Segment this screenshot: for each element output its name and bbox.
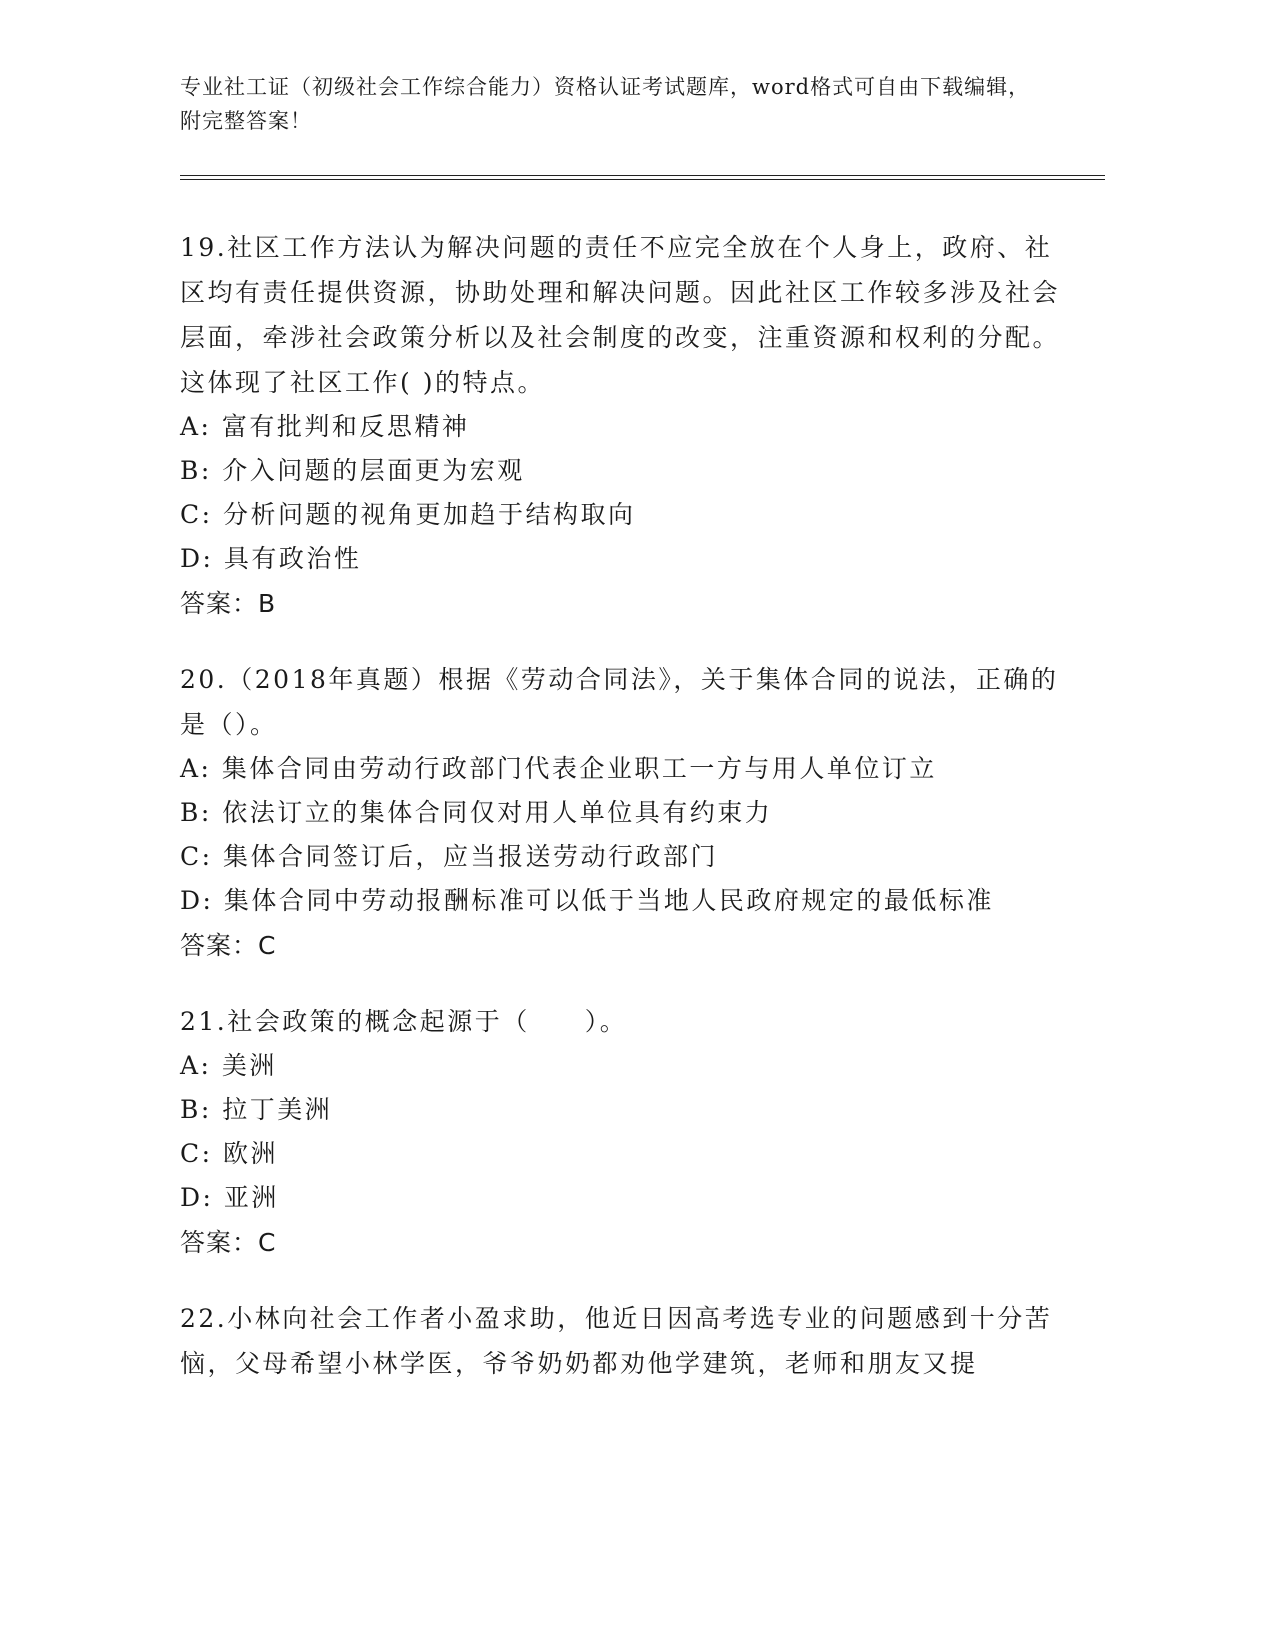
option-a: A: 美洲 [180,1051,277,1080]
option-b: B: 依法订立的集体合同仅对用人单位具有约束力 [180,798,773,827]
option-a: A: 富有批判和反思精神 [180,412,470,441]
option-d: D: 具有政治性 [180,544,362,573]
option-b: B: 介入问题的层面更为宏观 [180,456,525,485]
question-21 [180,999,1060,1266]
option-d: D: 亚洲 [180,1183,279,1212]
question-stem: 19.社区工作方法认为解决问题的责任不应完全放在个人身上，政府、社区均有责任提供资源，协助处理和解决问题。因此社区工作较多涉及社会层面，牵涉社会政策分析以及社会制度的改变，注重资源和权利的分配。这体现了社区工作( )的特点。 [180,233,1061,397]
answer-label: 答案：C [180,1228,277,1257]
question-stem: 21.社会政策的概念起源于（ ）。 [180,1007,628,1036]
question-22 [180,1296,1060,1386]
page-header: 专业社工证（初级社会工作综合能力）资格认证考试题库，word格式可自由下载编辑，附完整答案！ [180,75,1031,133]
option-c: C: 欧洲 [180,1139,278,1168]
answer-label: 答案：C [180,931,277,960]
option-c: C: 集体合同签订后，应当报送劳动行政部门 [180,842,718,871]
question-19 [180,225,1060,627]
answer-label: 答案：B [180,589,277,618]
question-list [180,225,1060,1416]
question-stem: 20.（2018年真题）根据《劳动合同法》，关于集体合同的说法，正确的是（）。 [180,665,1059,739]
header-divider [180,175,1105,180]
question-20 [180,657,1060,969]
question-stem: 22.小林向社会工作者小盈求助，他近日因高考选专业的问题感到十分苦恼，父母希望小林学医，爷爷奶奶都劝他学建筑，老师和朋友又提 [180,1304,1053,1378]
option-b: B: 拉丁美洲 [180,1095,333,1124]
option-a: A: 集体合同由劳动行政部门代表企业职工一方与用人单位订立 [180,754,937,783]
option-d: D: 集体合同中劳动报酬标准可以低于当地人民政府规定的最低标准 [180,886,994,915]
option-c: C: 分析问题的视角更加趋于结构取向 [180,500,636,529]
